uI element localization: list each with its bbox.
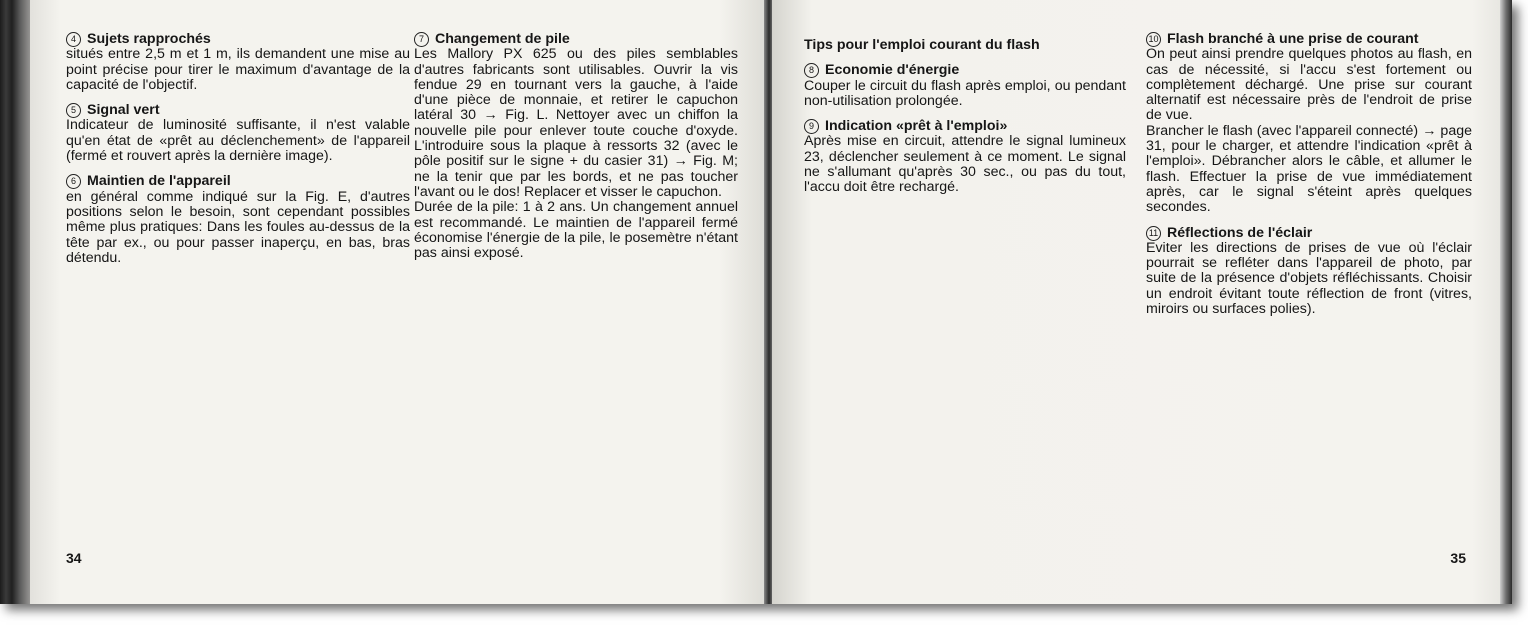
section-heading: 7 Changement de pile (414, 32, 738, 47)
left-page (30, 0, 767, 604)
section-body: Indicateur de luminosité suffisante, il n'est valable qu'en état de «prêt au déclenchement» de l'appareil (fermé et rouvert après la dernière image). (66, 117, 410, 165)
circled-number: 4 (66, 32, 81, 47)
section-reflections (1146, 226, 1472, 318)
section-body: situés entre 2,5 m et 1 m, ils demandent une mise au point précise pour tirer le maximum d'avantage de la capacité de l'objectif. (66, 46, 410, 93)
section-body: Couper le circuit du flash après emploi, ou pendant non-utilisation prolongée. (804, 77, 1126, 109)
section-sujets-rapproches (66, 32, 410, 93)
right-column-2 (1146, 32, 1472, 327)
tips-title: Tips pour l'emploi courant du flash (804, 37, 1040, 53)
right-column-1 (804, 32, 1126, 206)
section-economie-energie (804, 63, 1126, 109)
left-column-2 (414, 32, 738, 271)
section-heading: 10 Flash branché à une prise de courant (1146, 32, 1472, 47)
section-body: On peut ainsi prendre quelques photos au flash, en cas de nécessité, si l'accu s'est fortement ou complètement déchargé. Une prise sur courant alternatif est nécessaire près de l'endroit de prise de vue. (1146, 46, 1472, 124)
page-number-right: 35 (1450, 550, 1466, 566)
section-body: Les Mallory PX 625 ou des piles semblables d'autres fabricants sont utilisables. Ouvrir la vis fendue 29 en tournant vers la gauche, à l'aide d'une pièce de monnaie, et retirer le capuchon latéral 30 → Fig. L. Nettoyer avec un chiffon la nouvelle pile pour enlever toute couche d'oxyde. L'introduire sous la plaque à ressorts 32 (avec le pôle positif sur le signe + du casier 31) → Fig. M; ne la tenir que par les bords, et ne pas toucher l'avant ou le dos! Replacer et visser le capuchon. (414, 46, 738, 200)
page-edge-shadow (1500, 0, 1512, 604)
section-heading: 4 Sujets rapprochés (66, 32, 410, 47)
section-flash-branche (1146, 32, 1472, 216)
section-heading: 11 Réflections de l'éclair (1146, 226, 1472, 241)
section-body-continued: Brancher le flash (avec l'appareil connecté) → page 31, pour le charger, et attendre l'indication «prêt à l'emploi». Débrancher alors le câble, et allumer le flash. Effectuer la prise de vue immédiatement après, car le signal s'éteint après quelques secondes. (1146, 122, 1472, 216)
section-changement-pile (414, 32, 738, 261)
section-heading: 8 Economie d'énergie (804, 63, 1126, 78)
section-body-continued: Durée de la pile: 1 à 2 ans. Un changement annuel est recommandé. Le maintien de l'appareil fermé économise l'énergie de la pile, le posemètre n'étant pas ainsi exposé. (414, 199, 738, 262)
circled-number: 5 (66, 103, 81, 118)
section-indication-pret (804, 119, 1126, 195)
circled-number: 6 (66, 174, 81, 189)
section-body: Après mise en circuit, attendre le signal lumineux 23, déclencher seulement à ce moment. Le signal ne s'allumant qu'après 30 sec., ou pas du tout, l'accu doit être rechargé. (804, 133, 1126, 196)
left-column-1 (66, 32, 410, 276)
section-heading: 9 Indication «prêt à l'emploi» (804, 119, 1126, 134)
section-signal-vert (66, 103, 410, 164)
section-heading: 5 Signal vert (66, 103, 410, 118)
section-maintien (66, 174, 410, 266)
section-body: en général comme indiqué sur la Fig. E, d'autres positions selon le besoin, sont cependant possibles même plus pratiques: Dans les foules au-dessus de la tête par ex., ou pour passer inaperçu, en bas, bras détendu. (66, 188, 410, 266)
circled-number: 8 (804, 63, 819, 78)
page-number-left: 34 (66, 550, 82, 566)
right-page (772, 0, 1504, 604)
circled-number: 7 (414, 32, 429, 47)
circled-number: 11 (1146, 226, 1161, 241)
section-heading: 6 Maintien de l'appareil (66, 174, 410, 189)
circled-number: 9 (804, 119, 819, 134)
circled-number: 10 (1146, 32, 1161, 47)
section-body: Eviter les directions de prises de vue où l'éclair pourrait se refléter dans l'appareil de photo, par suite de la présence d'objets réfléchissants. Choisir un endroit évitant toute réflection de front (vitres, miroirs ou surfaces polies). (1146, 239, 1472, 318)
